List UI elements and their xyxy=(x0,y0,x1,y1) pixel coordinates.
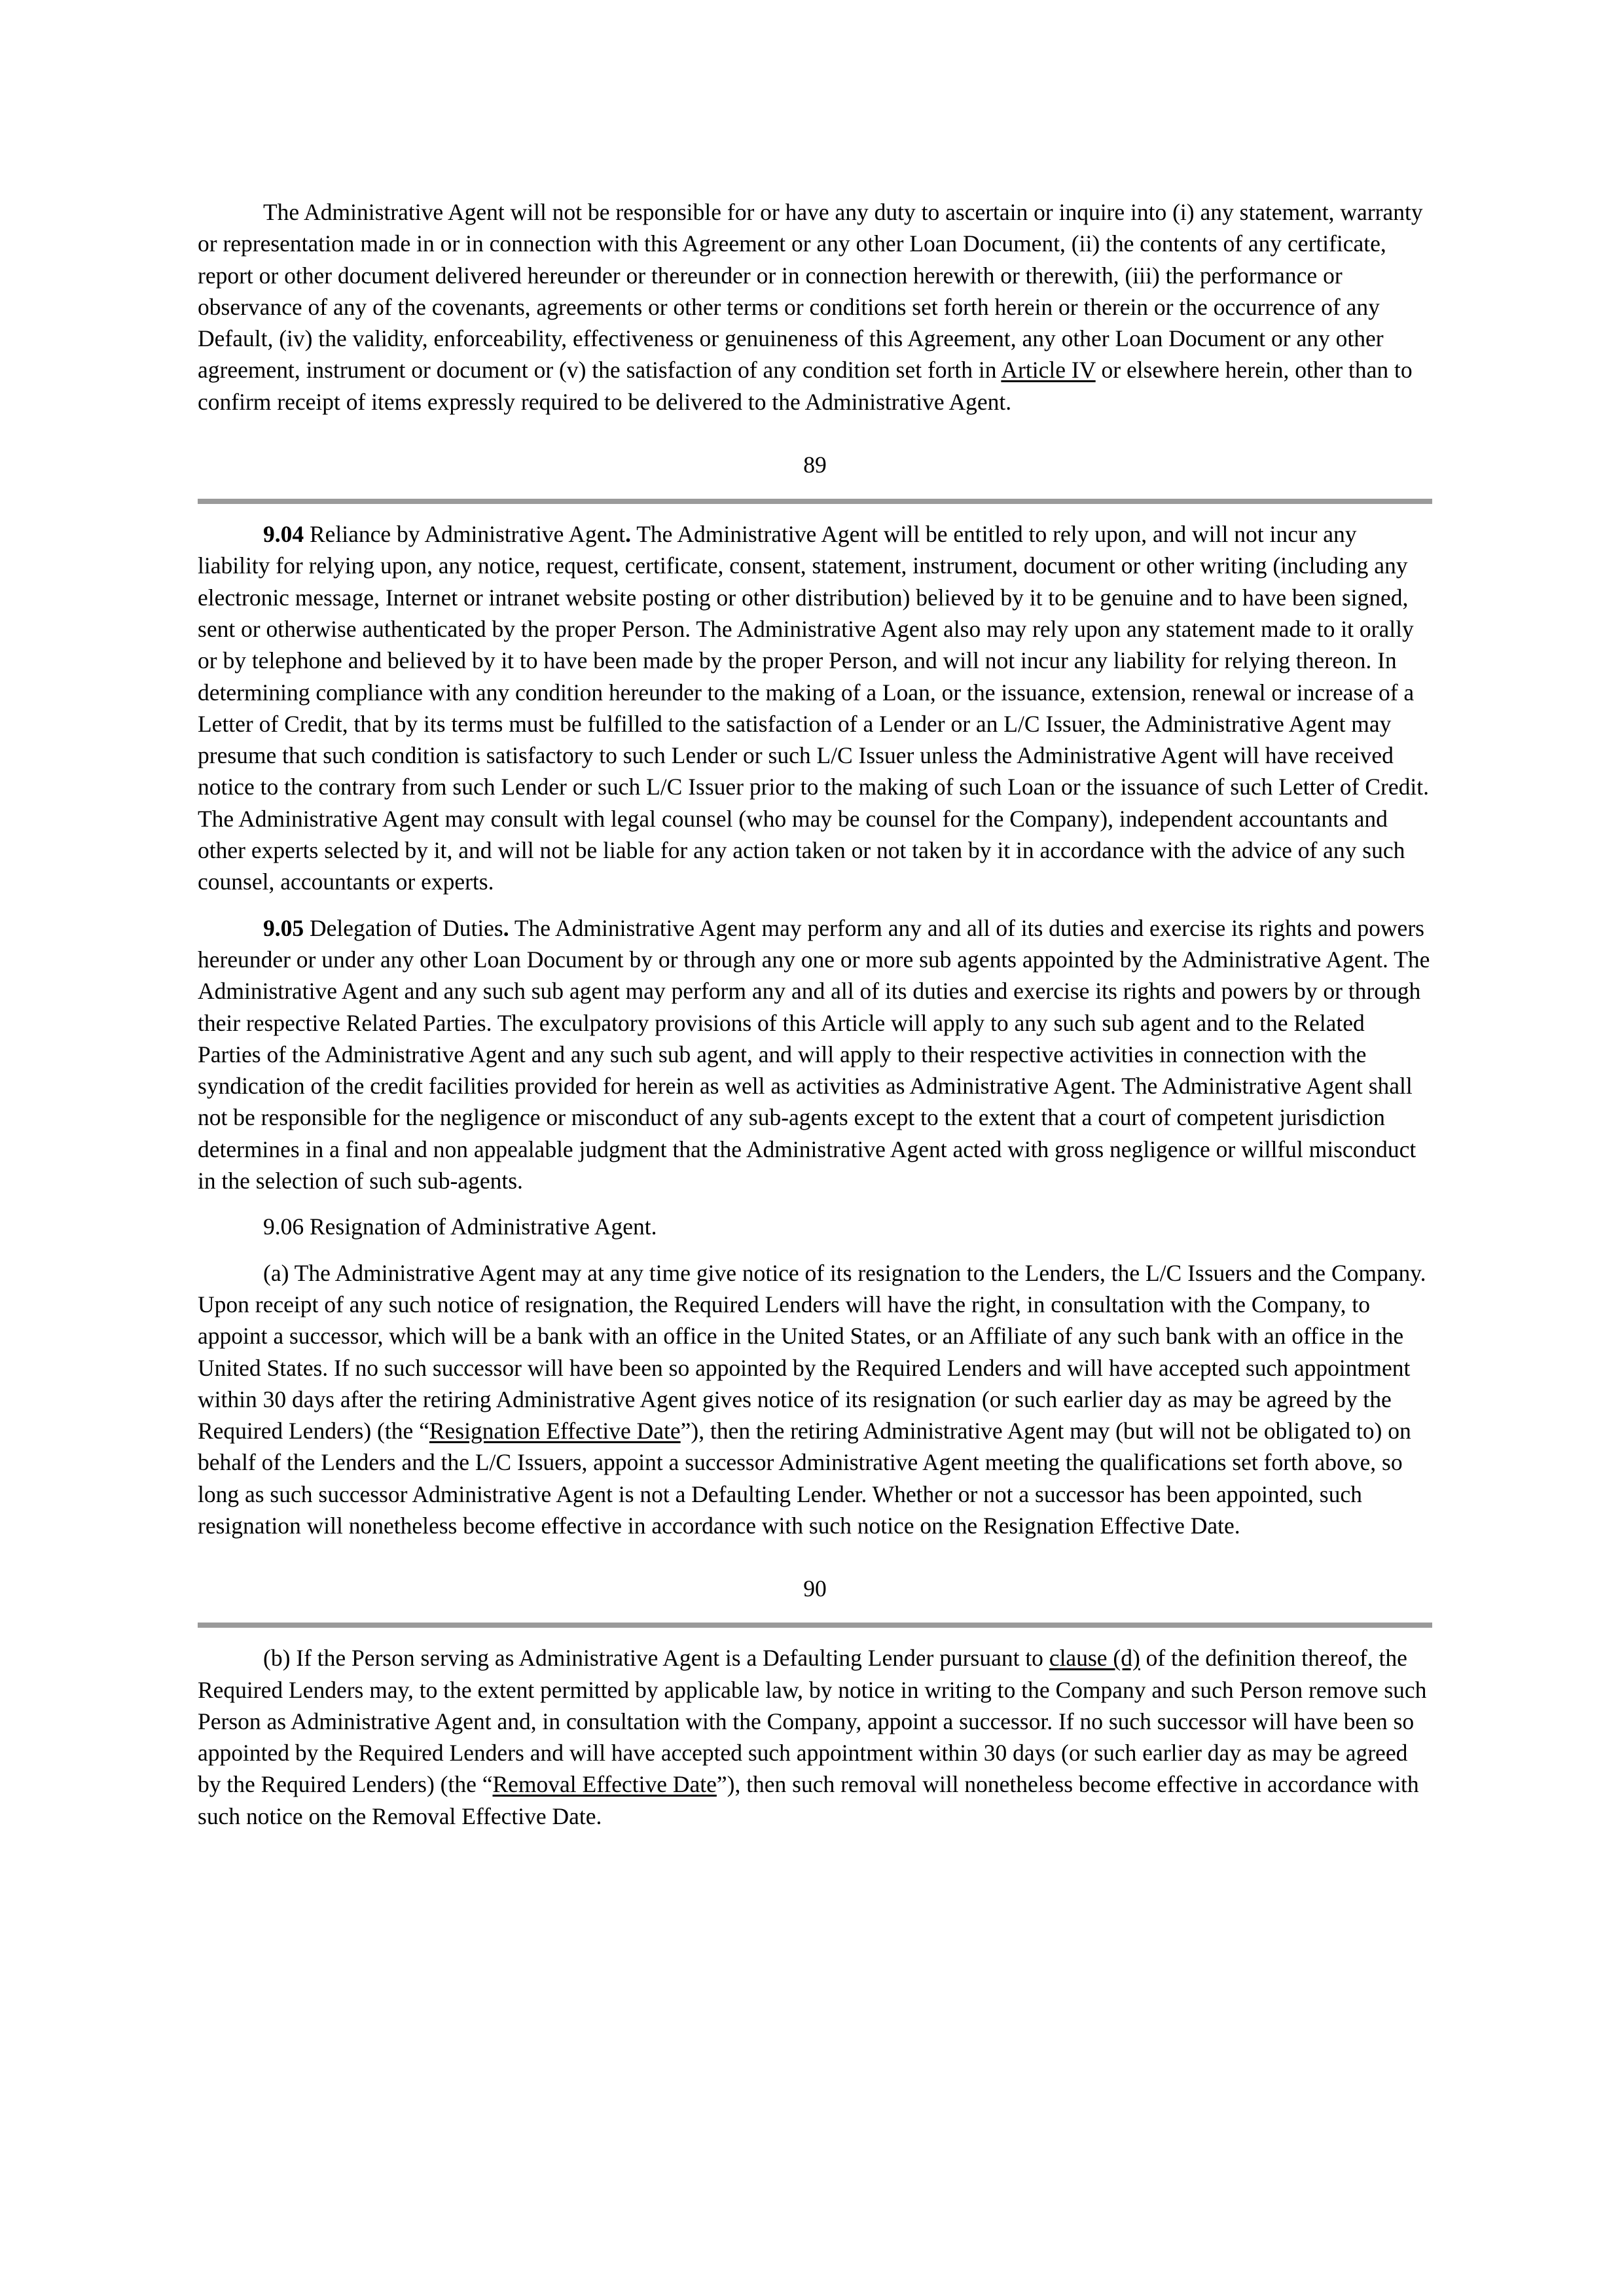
clause-b-text-end: ”), then such removal will nonetheless become effective in accordance with such notice on the Removal Effective Date. xyxy=(198,1771,1419,1829)
resignation-effective-date-term: Resignation Effective Date xyxy=(429,1418,681,1444)
section-body: The Administrative Agent will be entitled to rely upon, and will not incur any liability for relying upon, any notice, request, certificate, consent, statement, instrument, document or other writing (including any electronic message, Internet or intranet website posting or other distribution) believed by it to be genuine and to have been signed, sent or otherwise authenticated by the proper Person. The Administrative Agent also may rely upon any statement made to it orally or by telephone and believed by it to have been made by the proper Person, and will not incur any liability for relying thereon. In determining compliance with any condition hereunder to the making of a Loan, or the issuance, extension, renewal or increase of a Letter of Credit, that by its terms must be fulfilled to the satisfaction of a Lender or an L/C Issuer, the Administrative Agent may presume that such condition is satisfactory to such Lender or such L/C Issuer unless the Administrative Agent will have received notice to the contrary from such Lender or such L/C Issuer prior to the making of such Loan or the issuance of such Letter of Credit. The Administrative Agent may consult with legal counsel (who may be counsel for the Company), independent accountants and other experts selected by it, and will not be liable for any action taken or not taken by it in accordance with the advice of any such counsel, accountants or experts. xyxy=(198,521,1429,895)
removal-effective-date-term: Removal Effective Date xyxy=(492,1771,717,1798)
clause-a-text: (a) The Administrative Agent may at any time give notice of its resignation to the Lenders, the L/C Issuers and the Company. Upon receipt of any such notice of resignation, the Required Lenders will have the right, in consultation with the Company, to appoint a successor, which will be a bank with an office in the United States, or an Affiliate of any such bank with an office in the United States. If no such successor will have been so appointed by the Required Lenders and will have accepted such appointment within 30 days after the retiring Administrative Agent gives notice of its resignation (or such earlier day as may be agreed by the Required Lenders) (the “ xyxy=(198,1259,1426,1444)
heading-period: . xyxy=(625,521,631,548)
section-9-04-paragraph xyxy=(198,518,1432,898)
section-9-06-b-paragraph xyxy=(198,1642,1432,1832)
section-heading: Reliance by Administrative Agent xyxy=(304,521,626,548)
page-number-89: 89 xyxy=(803,452,827,478)
intro-text-end: or elsewhere herein, other than to confirm receipt of items expressly required to be delivered to the Administrative Agent. xyxy=(198,357,1413,415)
clause-b-text: (b) If the Person serving as Administrative Agent is a Defaulting Lender pursuant to xyxy=(263,1645,1049,1672)
section-9-06-heading: 9.06 Resignation of Administrative Agent. xyxy=(263,1213,657,1240)
section-body: The Administrative Agent may perform any and all of its duties and exercise its rights and powers hereunder or under any other Loan Document by or through any one or more sub agents appointed by the Administrative Agent. The Administrative Agent and any such sub agent may perform any and all of its duties and exercise its rights and powers by or through their respective Related Parties. The exculpatory provisions of this Article will apply to any such sub agent and to the Related Parties of the Administrative Agent and any such sub agent, and will apply to their respective activities in connection with the syndication of the credit facilities provided for herein as well as activities as Administrative Agent. The Administrative Agent shall not be responsible for the negligence or misconduct of any sub-agents except to the extent that a court of competent jurisdiction determines in a final and non appealable judgment that the Administrative Agent acted with gross negligence or willful misconduct in the selection of such sub-agents. xyxy=(198,914,1430,1194)
section-9-05-paragraph xyxy=(198,912,1432,1197)
section-heading: Delegation of Duties xyxy=(304,914,503,941)
page-separator xyxy=(198,1623,1432,1628)
clause-b-text-middle: of the definition thereof, the Required Lenders may, to the extent permitted by applicable law, by notice in writing to the Company and such Person remove such Person as Administrative Agent and, in consultation with the Company, appoint a successor. If no such successor will have been so appointed by the Required Lenders and will have accepted such appointment within 30 days (or such earlier day as may be agreed by the Required Lenders) (the “ xyxy=(198,1645,1427,1798)
article-iv-reference: Article IV xyxy=(1001,357,1096,384)
section-9-06-a-paragraph xyxy=(198,1257,1432,1542)
section-number: 9.04 xyxy=(263,521,304,548)
intro-paragraph xyxy=(198,196,1432,418)
page-separator xyxy=(198,499,1432,504)
page-number-90: 90 xyxy=(803,1575,827,1602)
document-body xyxy=(198,196,1432,1832)
heading-period: . xyxy=(503,914,509,941)
section-number: 9.05 xyxy=(263,914,304,941)
clause-d-reference: clause (d) xyxy=(1049,1645,1140,1672)
intro-text: The Administrative Agent will not be responsible for or have any duty to ascertain or inquire into (i) any statement, warranty or representation made in or in connection with this Agreement or any other Loan Document, (ii) the contents of any certificate, report or other document delivered hereunder or thereunder or in connection herewith or therewith, (iii) the performance or observance of any of the covenants, agreements or other terms or conditions set forth herein or therein or the occurrence of any Default, (iv) the validity, enforceability, effectiveness or genuineness of this Agreement, any other Loan Document or any other agreement, instrument or document or (v) the satisfaction of any condition set forth in xyxy=(198,199,1423,384)
clause-a-text-end: ”), then the retiring Administrative Agent may (but will not be obligated to) on behalf of the Lenders and the L/C Issuers, appoint a successor Administrative Agent meeting the qualifications set forth above, so long as such successor Administrative Agent is not a Defaulting Lender. Whether or not a successor has been appointed, such resignation will nonetheless become effective in accordance with such notice on the Resignation Effective Date. xyxy=(198,1418,1411,1539)
